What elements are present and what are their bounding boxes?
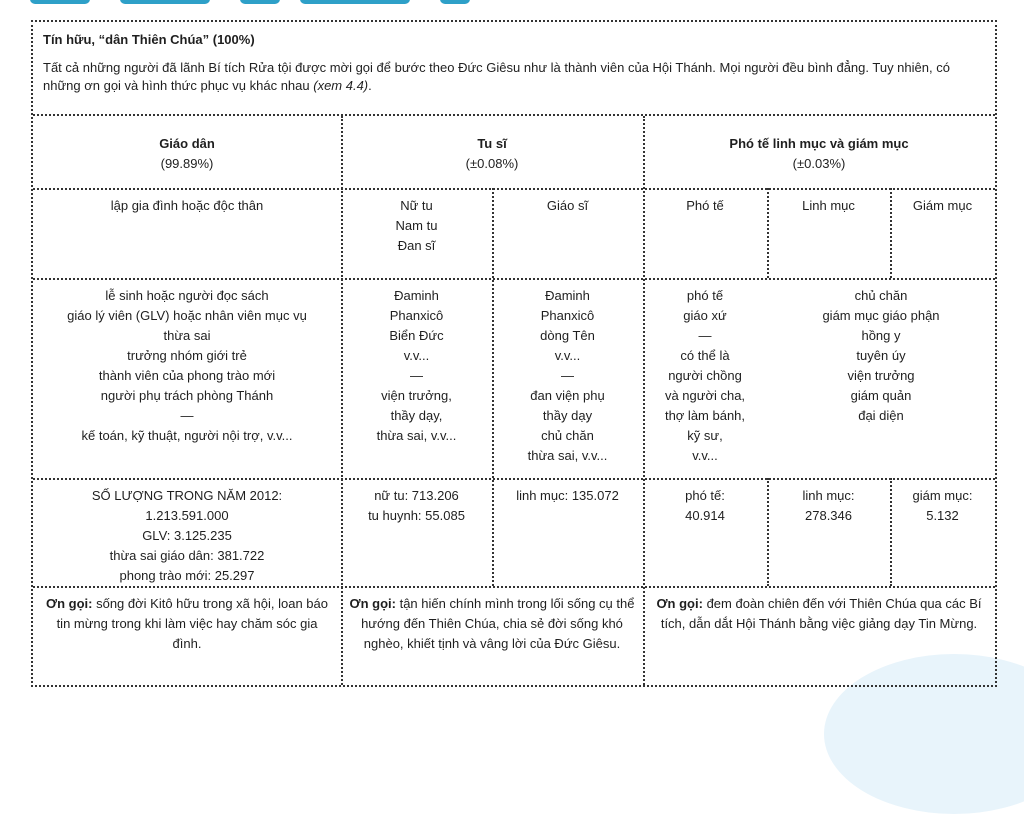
people-of-god-table: [31, 20, 997, 687]
roles-deacon-line: thợ làm bánh,: [664, 408, 746, 423]
calling-clergy: [647, 590, 991, 634]
type-deacon: [643, 192, 767, 216]
numbers-priest-line: linh mục:: [802, 488, 855, 503]
roles-religious-priests-line: v.v...: [554, 348, 581, 363]
calling-laity: [37, 590, 337, 654]
intro-reference: (xem 4.4): [313, 78, 369, 93]
divider-roles: [33, 478, 995, 480]
roles-priest-bishop-line: chủ chăn: [854, 288, 908, 303]
roles-priest-bishop-line: hồng y: [861, 328, 901, 343]
numbers-religious-priests: [492, 482, 643, 506]
numbers-laity-line: SỐ LƯỢNG TRONG NĂM 2012:: [91, 488, 283, 503]
top-decoration: [0, 0, 1024, 8]
numbers-priest: [767, 482, 890, 526]
header-religious: [341, 130, 643, 174]
roles-priest-bishop-line: đại diện: [858, 408, 904, 423]
calling-laity-text: sống đời Kitô hữu trong xã hội, loan báo tin mừng trong khi làm việc hay chăm sóc gia đình.: [56, 596, 328, 651]
numbers-laity-line: 1.213.591.000: [145, 508, 229, 523]
type-priest-text: Linh mục: [802, 198, 855, 213]
calling-label: Ơn gọi:: [349, 596, 396, 611]
intro-section: [33, 22, 995, 116]
intro-body: Tất cả những người đã lãnh Bí tích Rửa tội được mời gọi để bước theo Đức Giêsu như là thành viên của Hội Thánh. Mọi người đều bình đẳng. Tuy nhiên, có những ơn gọi và hình thức phục vụ khác nhau: [43, 60, 950, 93]
type-laity-text: lập gia đình hoặc độc thân: [110, 198, 264, 213]
numbers-laity: [33, 482, 341, 586]
roles-laity-line: kế toán, kỹ thuật, người nội trợ, v.v...: [81, 428, 293, 443]
roles-deacon: [643, 282, 767, 466]
header-clergy-title: Phó tế linh mục và giám mục: [729, 136, 909, 151]
numbers-deacon-line: phó tế:: [685, 488, 725, 503]
roles-priest-bishop-line: tuyên úy: [856, 348, 906, 363]
calling-religious-text: tận hiến chính mình trong lối sống cụ thể hướng đến Thiên Chúa, chia sẻ đời sống khó nghèo, khiết tịnh và vâng lời của Đức Giêsu.: [361, 596, 635, 651]
numbers-priest-line: 278.346: [805, 508, 852, 523]
numbers-bishop: [890, 482, 995, 526]
calling-religious: [345, 590, 639, 654]
roles-religious-priests-line: thầy dạy: [542, 408, 593, 423]
type-religious-priests-text: Giáo sĩ: [546, 198, 589, 213]
roles-religious-priests: [492, 282, 643, 466]
roles-deacon-line: —: [698, 328, 712, 343]
numbers-bishop-line: giám mục:: [912, 488, 973, 503]
roles-deacon-line: và người cha,: [664, 388, 746, 403]
type-priest: [767, 192, 890, 216]
roles-laity-line: thành viên của phong trào mới: [98, 368, 276, 383]
header-religious-title: Tu sĩ: [477, 136, 507, 151]
type-bishop: [890, 192, 995, 216]
header-religious-percent: (±0.08%): [465, 156, 519, 171]
roles-laity-line: người phụ trách phòng Thánh: [100, 388, 274, 403]
roles-priest-bishop: [767, 282, 995, 426]
numbers-laity-line: phong trào mới: 25.297: [119, 568, 255, 583]
roles-nuns-line: thầy dạy,: [390, 408, 443, 423]
numbers-nuns-line: nữ tu: 713.206: [374, 488, 459, 503]
roles-religious-priests-line: —: [561, 368, 574, 383]
roles-laity-line: trưởng nhóm giới trẻ: [127, 348, 247, 363]
numbers-deacon-line: 40.914: [685, 508, 725, 523]
roles-deacon-line: có thể là: [680, 348, 730, 363]
calling-clergy-text: đem đoàn chiên đến với Thiên Chúa qua các Bí tích, dẫn dắt Hội Thánh bằng việc giảng dạy Tin Mừng.: [660, 596, 982, 631]
numbers-deacon: [643, 482, 767, 526]
roles-deacon-line: v.v...: [692, 448, 718, 463]
type-religious-priests: [492, 192, 643, 216]
header-laity: [33, 130, 341, 174]
intro-end: .: [368, 78, 372, 93]
roles-nuns-line: Phanxicô: [389, 308, 444, 323]
type-deacon-text: Phó tế: [686, 198, 724, 213]
calling-label: Ơn gọi:: [656, 596, 703, 611]
type-bishop-text: Giám mục: [912, 198, 973, 213]
divider-numbers: [33, 586, 995, 588]
roles-laity-line: thừa sai: [163, 328, 211, 343]
type-nuns-line: Nam tu: [395, 218, 438, 233]
roles-priest-bishop-line: viện trưởng: [847, 368, 915, 383]
numbers-laity-line: GLV: 3.125.235: [142, 528, 232, 543]
header-laity-percent: (99.89%): [160, 156, 214, 171]
header-clergy-percent: (±0.03%): [792, 156, 846, 171]
roles-priest-bishop-line: giám quản: [850, 388, 912, 403]
roles-nuns-line: Biển Đức: [389, 328, 444, 343]
type-nuns-line: Nữ tu: [400, 198, 433, 213]
roles-religious-priests-line: đan viện phụ: [530, 388, 605, 403]
roles-nuns: [341, 282, 492, 446]
numbers-nuns-line: tu huynh: 55.085: [368, 508, 465, 523]
roles-religious-priests-line: chủ chăn: [541, 428, 594, 443]
roles-religious-priests-line: Phanxicô: [540, 308, 595, 323]
roles-nuns-line: v.v...: [403, 348, 430, 363]
calling-label: Ơn gọi:: [46, 596, 93, 611]
roles-deacon-line: phó tế: [686, 288, 724, 303]
roles-nuns-line: viện trưởng,: [381, 388, 452, 403]
roles-nuns-line: thừa sai, v.v...: [376, 428, 457, 443]
intro-title: Tín hữu, “dân Thiên Chúa” (100%): [43, 32, 255, 47]
header-laity-title: Giáo dân: [159, 136, 215, 151]
roles-religious-priests-line: thừa sai, v.v...: [527, 448, 608, 463]
numbers-bishop-line: 5.132: [926, 508, 959, 523]
roles-deacon-line: giáo xứ: [683, 308, 727, 323]
header-clergy: [643, 130, 995, 174]
type-nuns-line: Đan sĩ: [397, 238, 436, 253]
roles-deacon-line: người chồng: [668, 368, 742, 383]
numbers-religious-priests-line: linh mục: 135.072: [516, 488, 619, 503]
numbers-laity-line: thừa sai giáo dân: 381.722: [109, 548, 265, 563]
roles-nuns-line: Đaminh: [394, 288, 439, 303]
numbers-nuns: [341, 482, 492, 526]
roles-nuns-line: —: [410, 368, 423, 383]
type-laity: [33, 192, 341, 216]
roles-priest-bishop-line: giám mục giáo phận: [822, 308, 940, 323]
divider-types: [33, 278, 995, 280]
roles-laity: [33, 282, 341, 446]
roles-laity-line: —: [180, 408, 194, 423]
roles-religious-priests-line: dòng Tên: [540, 328, 595, 343]
divider-header: [33, 188, 995, 190]
type-nuns: [341, 192, 492, 256]
roles-laity-line: giáo lý viên (GLV) hoặc nhân viên mục vụ: [67, 308, 307, 323]
intro-text: [43, 59, 987, 95]
roles-laity-line: lễ sinh hoặc người đọc sách: [105, 288, 269, 303]
roles-deacon-line: kỹ sư,: [687, 428, 723, 443]
roles-religious-priests-line: Đaminh: [545, 288, 590, 303]
